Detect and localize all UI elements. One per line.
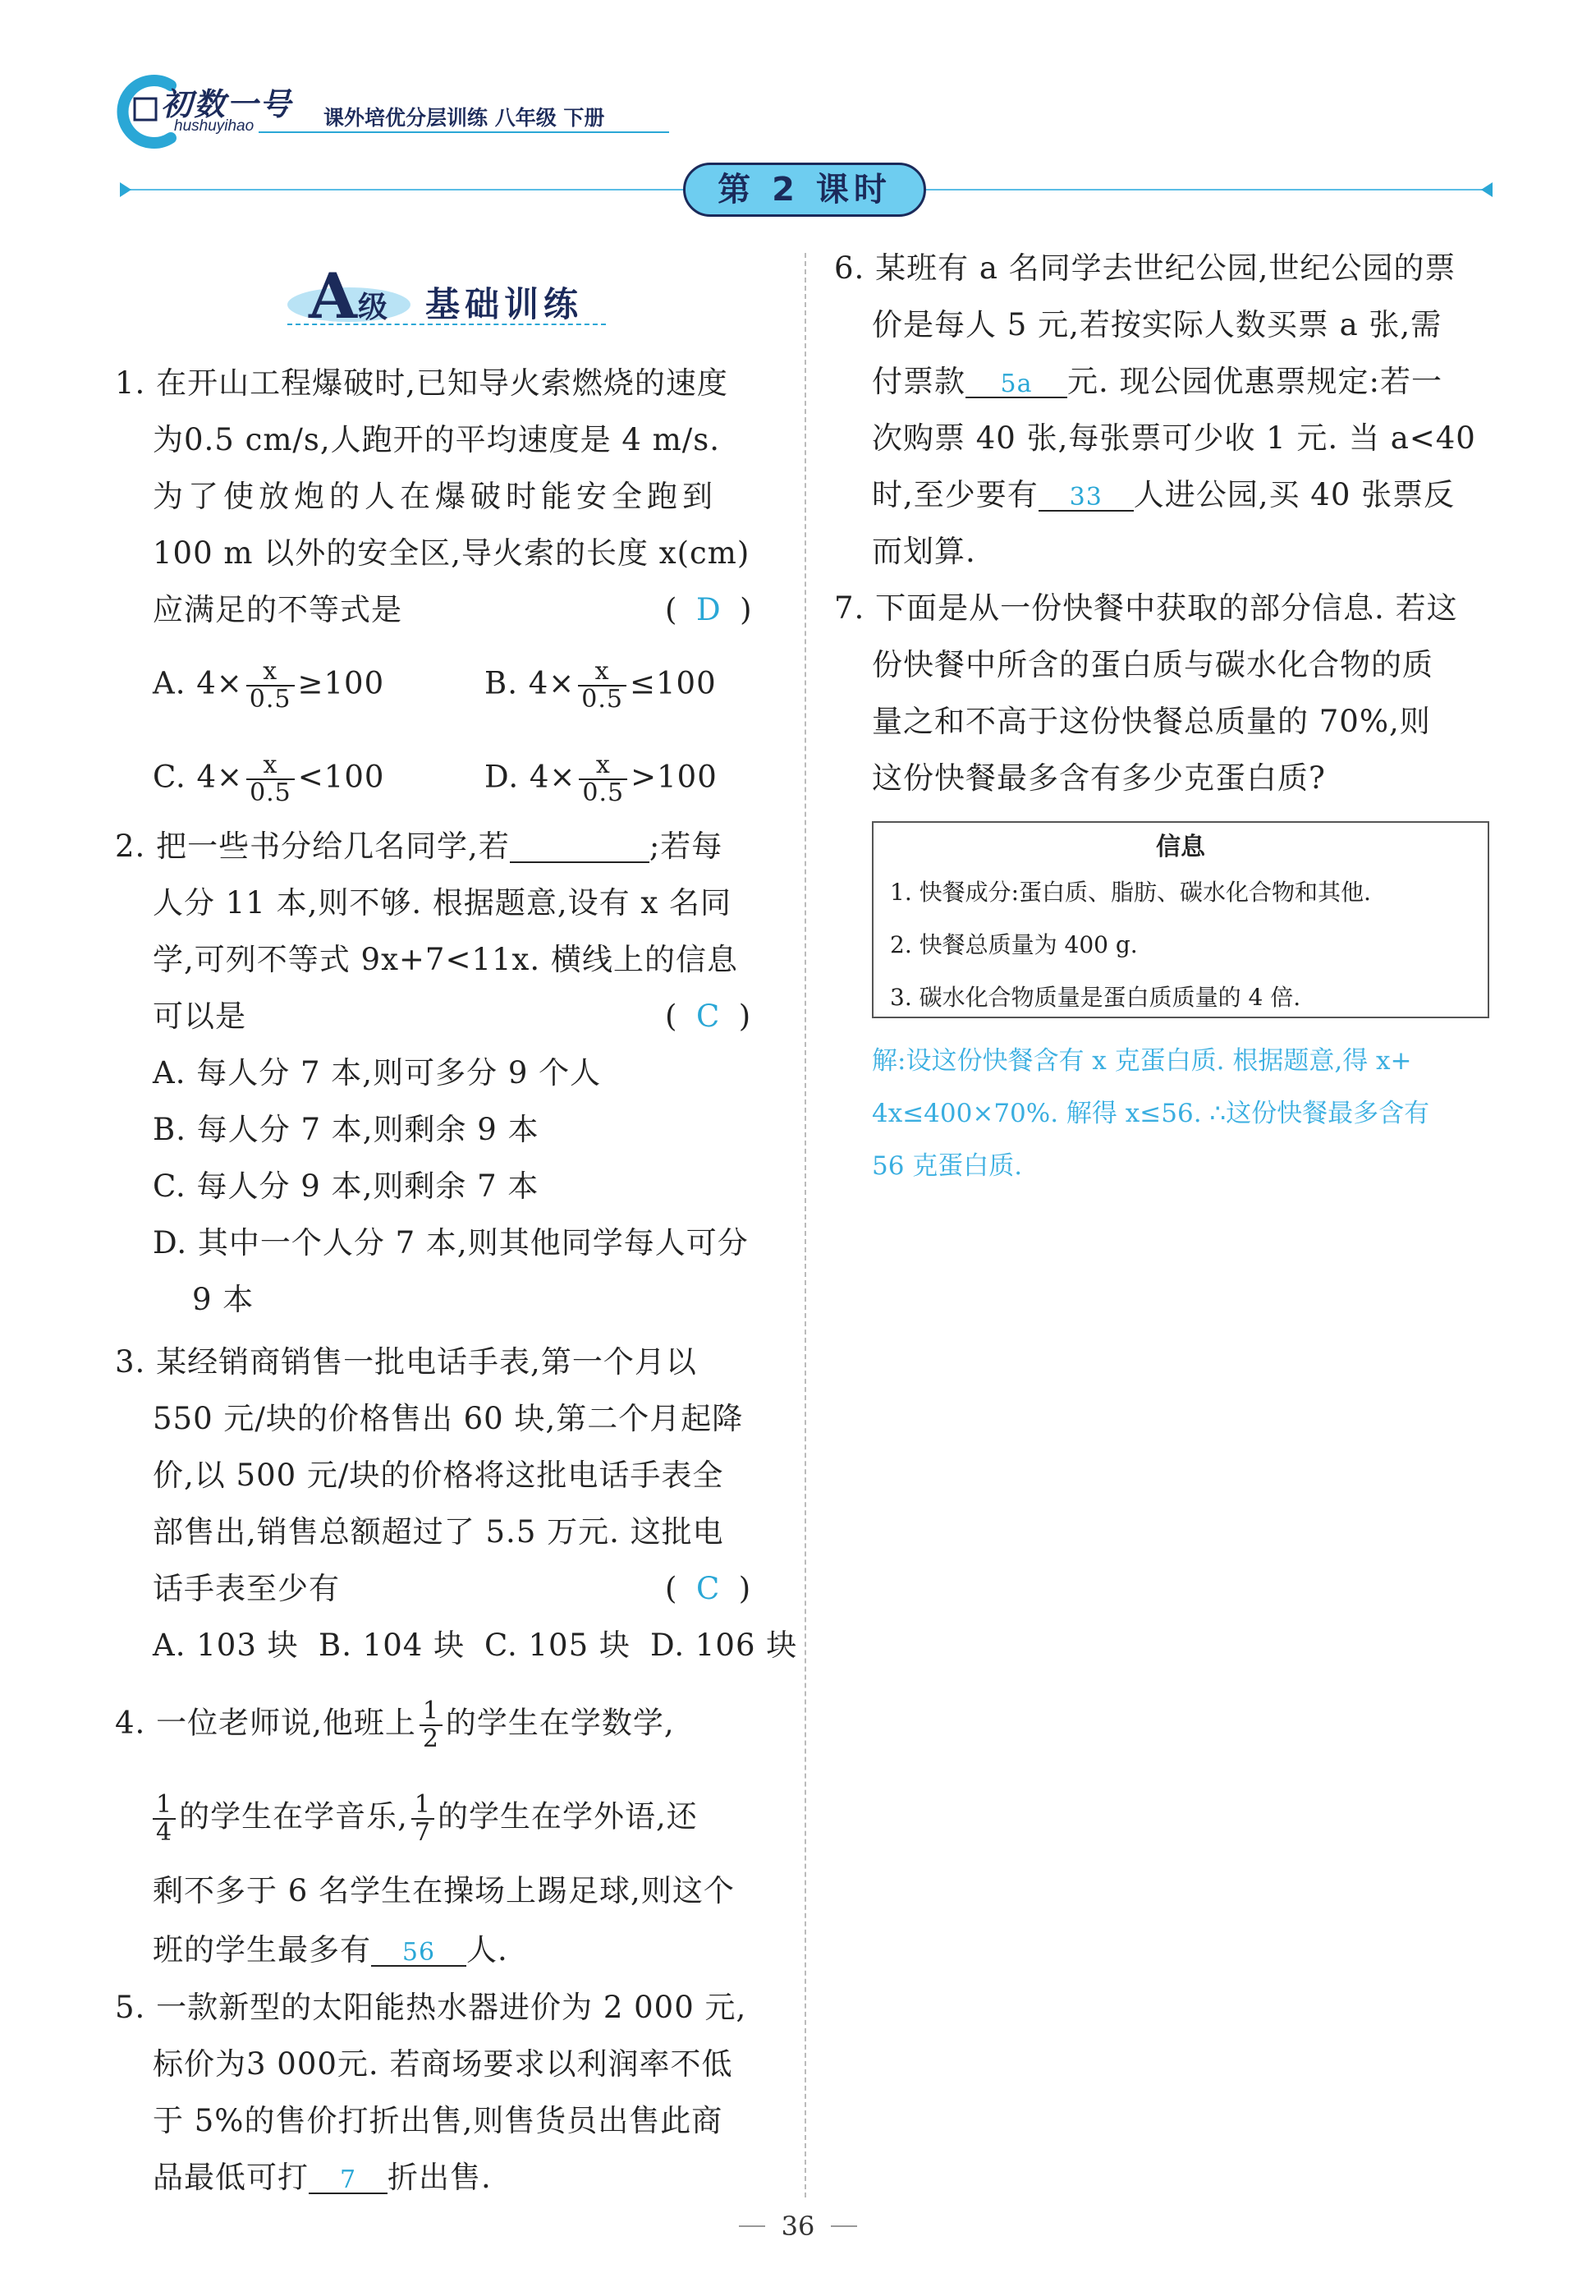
rule-arrow-left-icon bbox=[120, 182, 131, 197]
q6-line: 6. 某班有 a 名同学去世纪公园,世纪公园的票 bbox=[834, 250, 1456, 286]
q6-line: 时,至少要有 33 人进公园,买 40 张票反 bbox=[872, 477, 1456, 512]
q7-line: 量之和不高于这份快餐总质量的 70%,则 bbox=[872, 704, 1431, 739]
q2-option-d-cont: 9 本 bbox=[192, 1282, 255, 1317]
q6-blank-1[interactable]: 5a bbox=[965, 372, 1067, 398]
q7-solution: 56 克蛋白质. bbox=[872, 1151, 1023, 1181]
q3-option-a: A. 103 块 bbox=[153, 1628, 299, 1663]
section-level: 级 bbox=[358, 291, 388, 324]
q1-answer: D bbox=[695, 592, 721, 627]
section-letter: A bbox=[309, 259, 357, 333]
q6-line: 而划算. bbox=[872, 534, 976, 569]
q7-line: 这份快餐最多含有多少克蛋白质? bbox=[872, 760, 1326, 796]
q2-line: 学,可列不等式 9x+7<11x. 横线上的信息 bbox=[153, 942, 738, 977]
q1-option-b: B. 4× $\frac{x}{0.5}$ ≤100 bbox=[484, 657, 717, 714]
q1-line: 应满足的不等式是 bbox=[153, 592, 402, 627]
q3-answer-paren: ( C ) bbox=[665, 1571, 751, 1606]
info-title: 信息 bbox=[1156, 833, 1205, 861]
q1-option-d: D. 4× $\frac{x}{0.5}$ >100 bbox=[484, 751, 718, 807]
q2-line: 人分 11 本,则不够. 根据题意,设有 x 名同 bbox=[153, 885, 732, 921]
info-line: 2. 快餐总质量为 400 g. bbox=[890, 931, 1138, 958]
info-line: 1. 快餐成分:蛋白质、脂肪、碳水化合物和其他. bbox=[890, 879, 1371, 906]
q3-option-c: C. 105 块 bbox=[484, 1628, 631, 1663]
q1-answer-paren: ( D ) bbox=[665, 592, 752, 627]
q6-line: 次购票 40 张,每张票可少收 1 元. 当 a<40 bbox=[872, 420, 1476, 456]
q4-line: 4. 一位老师说,他班上 $\frac{1}{2}$ 的学生在学数学, bbox=[115, 1697, 675, 1753]
series-title: 课外培优分层训练 八年级 下册 bbox=[323, 106, 605, 130]
q2-option-b: B. 每人分 7 本,则剩余 9 本 bbox=[153, 1112, 539, 1147]
q7-line: 份快餐中所含的蛋白质与碳水化合物的质 bbox=[872, 647, 1433, 682]
q5-line: 5. 一款新型的太阳能热水器进价为 2 000 元, bbox=[115, 1990, 747, 2025]
q4-blank[interactable]: 56 bbox=[371, 1940, 466, 1967]
q2-option-a: A. 每人分 7 本,则可多分 9 个人 bbox=[153, 1055, 602, 1091]
q2-option-c: C. 每人分 9 本,则剩余 7 本 bbox=[153, 1169, 539, 1204]
brand-name: 初数一号 bbox=[161, 86, 293, 122]
q3-line: 价,以 500 元/块的价格将这批电话手表全 bbox=[153, 1458, 724, 1493]
q3-option-b: B. 104 块 bbox=[319, 1628, 466, 1663]
q6-line: 付票款 5a 元. 现公园优惠票规定:若一 bbox=[872, 364, 1442, 399]
info-line: 3. 碳水化合物质量是蛋白质质量的 4 倍. bbox=[890, 984, 1301, 1011]
page-number-dash bbox=[831, 2225, 857, 2227]
q1-line: 100 m 以外的安全区,导火索的长度 x(cm) bbox=[153, 535, 750, 571]
q5-line: 标价为3 000元. 若商场要求以利润率不低 bbox=[153, 2046, 733, 2082]
q2-answer-paren: ( C ) bbox=[665, 999, 751, 1034]
q5-line: 品最低可打 7 折出售. bbox=[153, 2160, 492, 2195]
q1-line: 1. 在开山工程爆破时,已知导火索燃烧的速度 bbox=[115, 365, 728, 401]
brand-pinyin: hushuyihao bbox=[174, 117, 255, 135]
q1-option-a: A. 4× $\frac{x}{0.5}$ ≥100 bbox=[153, 657, 385, 714]
q4-line: 剩不多于 6 名学生在操场上踢足球,则这个 bbox=[153, 1873, 735, 1908]
q3-line: 550 元/块的价格售出 60 块,第二个月起降 bbox=[153, 1401, 744, 1436]
header-underline bbox=[259, 131, 669, 133]
q1-option-c: C. 4× $\frac{x}{0.5}$ <100 bbox=[153, 751, 385, 807]
lesson-title: 第 2 课时 bbox=[683, 163, 926, 217]
q6-line: 价是每人 5 元,若按实际人数买票 a 张,需 bbox=[872, 307, 1442, 342]
q1-line: 为0.5 cm/s,人跑开的平均速度是 4 m/s. bbox=[153, 422, 720, 457]
section-underline bbox=[287, 324, 606, 325]
q6-blank-2[interactable]: 33 bbox=[1039, 485, 1134, 512]
q2-line: 2. 把一些书分给几名同学,若 ;若每 bbox=[115, 829, 723, 864]
q4-line: 班的学生最多有 56 人. bbox=[153, 1932, 508, 1968]
q2-answer: C bbox=[695, 999, 720, 1034]
section-title: 基础训练 bbox=[425, 284, 584, 324]
q3-option-d: D. 106 块 bbox=[650, 1628, 798, 1663]
q7-solution: 4x≤400×70%. 解得 x≤56. ∴这份快餐最多含有 bbox=[872, 1099, 1430, 1128]
q2-option-d: D. 其中一个人分 7 本,则其他同学每人可分 bbox=[153, 1225, 749, 1261]
q7-line: 7. 下面是从一份快餐中获取的部分信息. 若这 bbox=[834, 590, 1458, 626]
page-number: 36 bbox=[781, 2211, 815, 2242]
q1-line: 为了使放炮的人在爆破时能安全跑到 bbox=[153, 479, 718, 514]
q3-line: 话手表至少有 bbox=[153, 1571, 340, 1606]
q2-line: 可以是 bbox=[153, 999, 246, 1034]
q2-blank[interactable] bbox=[510, 837, 649, 863]
q4-line: $\frac{1}{4}$ 的学生在学音乐, $\frac{1}{7}$ 的学生在学外语,还 bbox=[153, 1792, 698, 1846]
column-divider bbox=[805, 253, 806, 2197]
q3-line: 部售出,销售总额超过了 5.5 万元. 这批电 bbox=[153, 1514, 724, 1550]
q3-answer: C bbox=[695, 1571, 720, 1606]
q3-line: 3. 某经销商销售一批电话手表,第一个月以 bbox=[115, 1344, 697, 1380]
q5-blank[interactable]: 7 bbox=[309, 2168, 388, 2194]
q5-line: 于 5%的售价打折出售,则售货员出售此商 bbox=[153, 2103, 723, 2138]
q7-solution: 解:设这份快餐含有 x 克蛋白质. 根据题意,得 x+ bbox=[872, 1046, 1412, 1076]
rule-arrow-right-icon bbox=[1481, 182, 1493, 197]
